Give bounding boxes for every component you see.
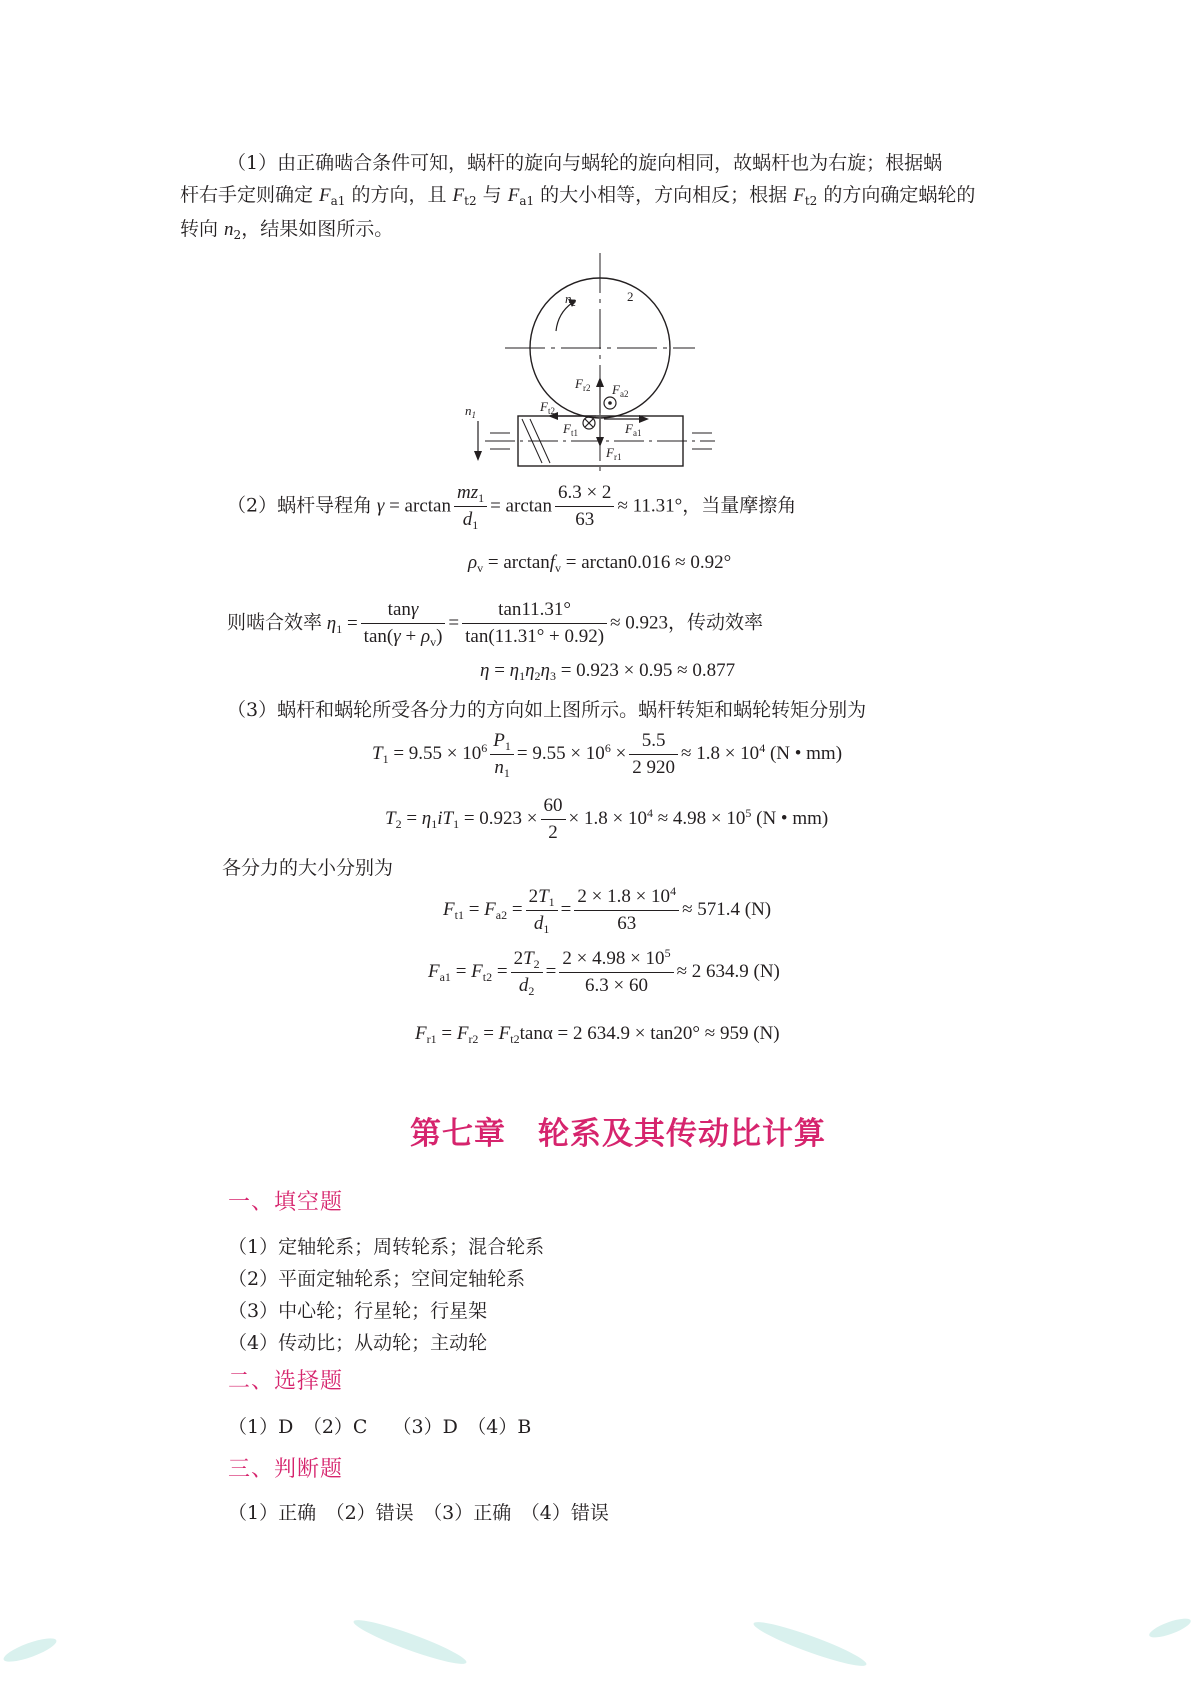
- forces-intro: 各分力的大小分别为: [222, 857, 394, 879]
- judge-answers: （1）正确 （2）错误 （3）正确 （4）错误: [228, 1502, 609, 1524]
- fill-answer-2: （2）平面定轴轮系；空间定轴轮系: [228, 1268, 526, 1290]
- total-efficiency: $\eta = \eta_1\eta_2\eta_3 = 0.923 \times 0.95 \approx 0.877$: [480, 660, 736, 683]
- part1-line1: （1）由正确啮合条件可知，蜗杆的旋向与蜗轮的旋向相同，故蜗杆也为右旋；根据蜗: [227, 152, 943, 174]
- worm-gear-diagram: [460, 253, 720, 473]
- section-fill-heading: 一、填空题: [228, 1190, 344, 1215]
- force-ft1: $F_{t1} = F_{a2}$ = $\frac{2T_1}{d_1}$ = $\frac{2 \times 1.8 \times 10^4}{63}$ ≈ 571.4 (N): [443, 884, 772, 936]
- part1-line2: 杆右手定则确定 $F_{a1}$ 的方向，且 $F_{t2}$ 与 $F_{a1}$ 的大小相等，方向相反；根据 $F_{t2}$ 的方向确定蜗轮的: [180, 184, 976, 208]
- torque-t2: $T_2 = \eta_1iT_1 = 0.923$ × $\frac{60}{2}$ × $1.8 \times 10^4 \approx 4.98 \times 10^5$ (N • mm): [385, 795, 829, 843]
- section-choice-heading: 二、选择题: [228, 1369, 344, 1394]
- lead-angle-line: （2）蜗杆导程角 γ = arctan $\frac{mz_1}{d_1}$ = arctan $\frac{6.3 \times 2}{63}$ ≈ 11.31°，当量摩擦角: [227, 482, 797, 532]
- svg-text:Fa1: $F_{a1}$: [625, 421, 642, 438]
- fill-answer-4: （4）传动比；从动轮；主动轮: [228, 1332, 488, 1354]
- svg-text:n1: $n_1$: [465, 403, 476, 420]
- svg-text:Ft1: $F_{t1}$: [563, 421, 578, 438]
- fill-answer-1: （1）定轴轮系；周转轮系；混合轮系: [228, 1236, 545, 1258]
- choice-answers: （1）D （2）C （3）D （4）B: [228, 1416, 532, 1438]
- part3-intro: （3）蜗杆和蜗轮所受各分力的方向如上图所示。蜗杆转矩和蜗轮转矩分别为: [227, 699, 867, 721]
- svg-text:Fr2: $F_{r2}$: [575, 376, 591, 393]
- part1-line3: 转向 $n_2$，结果如图所示。: [180, 218, 394, 242]
- chapter-title: 第七章 轮系及其传动比计算: [410, 1116, 826, 1152]
- torque-t1: $T_1 = 9.55 \times 10^6$ $\frac{P_1}{n_1}$ = $9.55 \times 10^6$ × $\frac{5.5}{2 920}$ ≈ $1.8 \times 10^4$ (N • mm): [372, 730, 843, 780]
- svg-text:n2: $n_2$: [565, 291, 576, 308]
- svg-text:Fa2: $F_{a2}$: [612, 382, 629, 399]
- svg-text:Fr1: $F_{r1}$: [606, 445, 622, 462]
- fill-answer-3: （3）中心轮；行星轮；行星架: [228, 1300, 488, 1322]
- watermark-strip: [0, 1610, 1191, 1684]
- section-judge-heading: 三、判断题: [228, 1457, 344, 1482]
- equivalent-friction-angle: $\rho_v = \arctan f_v = \arctan 0.016 \approx 0.92^\circ$: [468, 552, 732, 575]
- svg-text:Ft2: $F_{t2}$: [540, 399, 555, 416]
- mesh-efficiency-line: 则啮合效率 $\eta_1$ = $\frac{\tan\gamma}{\tan(\gamma + \rho_v)}$ = $\frac{\tan 11.31^\circ}{\tan(11.31^\circ + 0.92)}$ ≈ 0.923，传动效率: [227, 599, 764, 649]
- force-fa1: $F_{a1} = F_{t2}$ = $\frac{2T_2}{d_2}$ = $\frac{2 \times 4.98 \times 10^5}{6.3 \times 60}$ ≈ 2 634.9 (N): [428, 946, 780, 998]
- force-fr1: $F_{r1} = F_{r2} = F_{t2}\tan\alpha = 2$ 634.9 × tan20° ≈ 959 (N): [415, 1023, 780, 1046]
- svg-text:2: 2: [627, 289, 634, 304]
